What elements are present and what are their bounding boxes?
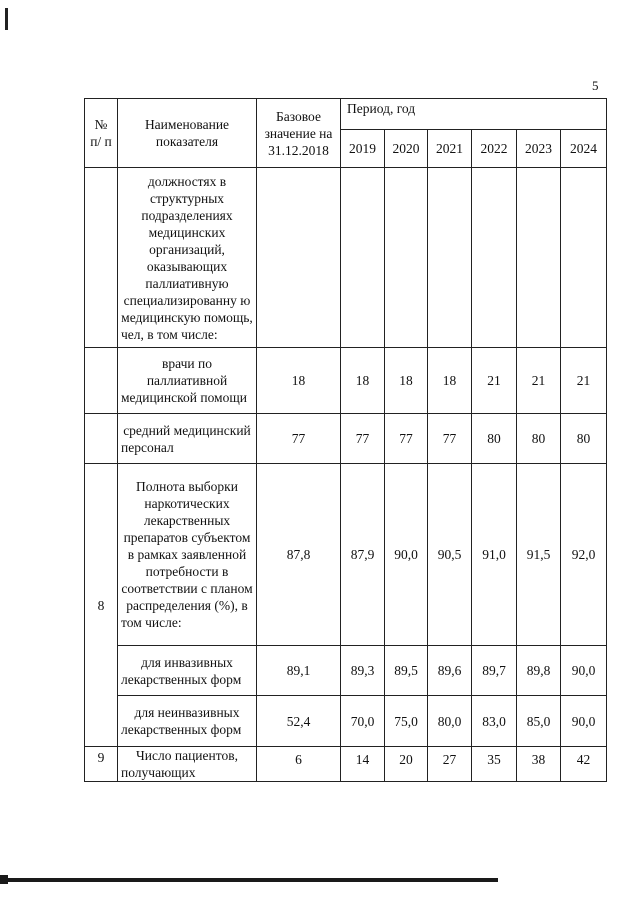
row-value: 85,0: [517, 696, 561, 747]
row-name: Полнота выборки наркотических лекарственных препаратов субъектом в рамках заявленной потребности в соответствии с планом распределения (%), в том числе:: [118, 464, 257, 646]
row-value: 70,0: [341, 696, 385, 747]
row-value: 42: [561, 747, 607, 782]
row-num: [85, 348, 118, 414]
row-value: 14: [341, 747, 385, 782]
header-period: Период, год: [341, 99, 607, 130]
row-value: 21: [517, 348, 561, 414]
header-year: 2022: [472, 130, 517, 168]
row-value: 77: [428, 414, 472, 464]
row-value: [472, 168, 517, 348]
row-num: 8: [85, 464, 118, 747]
row-value: 90,5: [428, 464, 472, 646]
scan-bottom-line: [6, 878, 498, 882]
row-base: 77: [257, 414, 341, 464]
table-row: [85, 696, 607, 747]
row-value: 91,5: [517, 464, 561, 646]
header-name: Наименование показателя: [118, 99, 257, 168]
row-value: 18: [428, 348, 472, 414]
header-num: № п/ п: [85, 99, 118, 168]
table-row: [85, 646, 607, 696]
row-value: 20: [385, 747, 428, 782]
row-value: 77: [385, 414, 428, 464]
table-row: [85, 747, 607, 782]
row-value: 89,5: [385, 646, 428, 696]
row-value: 35: [472, 747, 517, 782]
row-num: 9: [85, 747, 118, 782]
row-value: [341, 168, 385, 348]
row-value: 21: [561, 348, 607, 414]
row-num: [85, 414, 118, 464]
header-row-1: [85, 99, 607, 130]
row-base: [257, 168, 341, 348]
row-value: 80: [561, 414, 607, 464]
row-value: 90,0: [385, 464, 428, 646]
row-num: [85, 168, 118, 348]
row-base: 87,8: [257, 464, 341, 646]
row-value: [561, 168, 607, 348]
table-row: [85, 464, 607, 646]
row-value: 89,3: [341, 646, 385, 696]
row-base: 6: [257, 747, 341, 782]
row-name: для неинвазивных лекарственных форм: [118, 696, 257, 747]
row-value: 75,0: [385, 696, 428, 747]
row-base: 18: [257, 348, 341, 414]
indicators-table: [84, 98, 607, 782]
row-value: 89,7: [472, 646, 517, 696]
header-year: 2023: [517, 130, 561, 168]
row-value: 92,0: [561, 464, 607, 646]
row-name: врачи по паллиативной медицинской помощи: [118, 348, 257, 414]
header-year: 2019: [341, 130, 385, 168]
row-value: 18: [385, 348, 428, 414]
row-value: 80,0: [428, 696, 472, 747]
table-row: [85, 168, 607, 348]
row-value: 21: [472, 348, 517, 414]
header-year: 2020: [385, 130, 428, 168]
row-base: 89,1: [257, 646, 341, 696]
row-base: 52,4: [257, 696, 341, 747]
page-number: 5: [592, 78, 599, 93]
scan-edge-mark: [5, 8, 8, 30]
row-value: 89,6: [428, 646, 472, 696]
row-value: 83,0: [472, 696, 517, 747]
row-value: [385, 168, 428, 348]
header-year: 2021: [428, 130, 472, 168]
table-row: [85, 348, 607, 414]
row-value: 90,0: [561, 646, 607, 696]
row-value: 38: [517, 747, 561, 782]
row-value: 18: [341, 348, 385, 414]
row-name: Число пациентов, получающих: [118, 747, 257, 782]
row-value: 80: [517, 414, 561, 464]
table-row: [85, 414, 607, 464]
header-year: 2024: [561, 130, 607, 168]
row-name: средний медицинский персонал: [118, 414, 257, 464]
row-value: 77: [341, 414, 385, 464]
row-value: [428, 168, 472, 348]
row-value: 91,0: [472, 464, 517, 646]
row-value: 89,8: [517, 646, 561, 696]
header-base: Базовое значение на 31.12.2018: [257, 99, 341, 168]
row-value: 80: [472, 414, 517, 464]
row-name: должностях в структурных подразделениях медицинских организаций, оказывающих паллиативную специализированну ю медицинскую помощь, чел, в том числе:: [118, 168, 257, 348]
row-value: 90,0: [561, 696, 607, 747]
row-value: [517, 168, 561, 348]
row-name: для инвазивных лекарственных форм: [118, 646, 257, 696]
row-value: 87,9: [341, 464, 385, 646]
row-value: 27: [428, 747, 472, 782]
